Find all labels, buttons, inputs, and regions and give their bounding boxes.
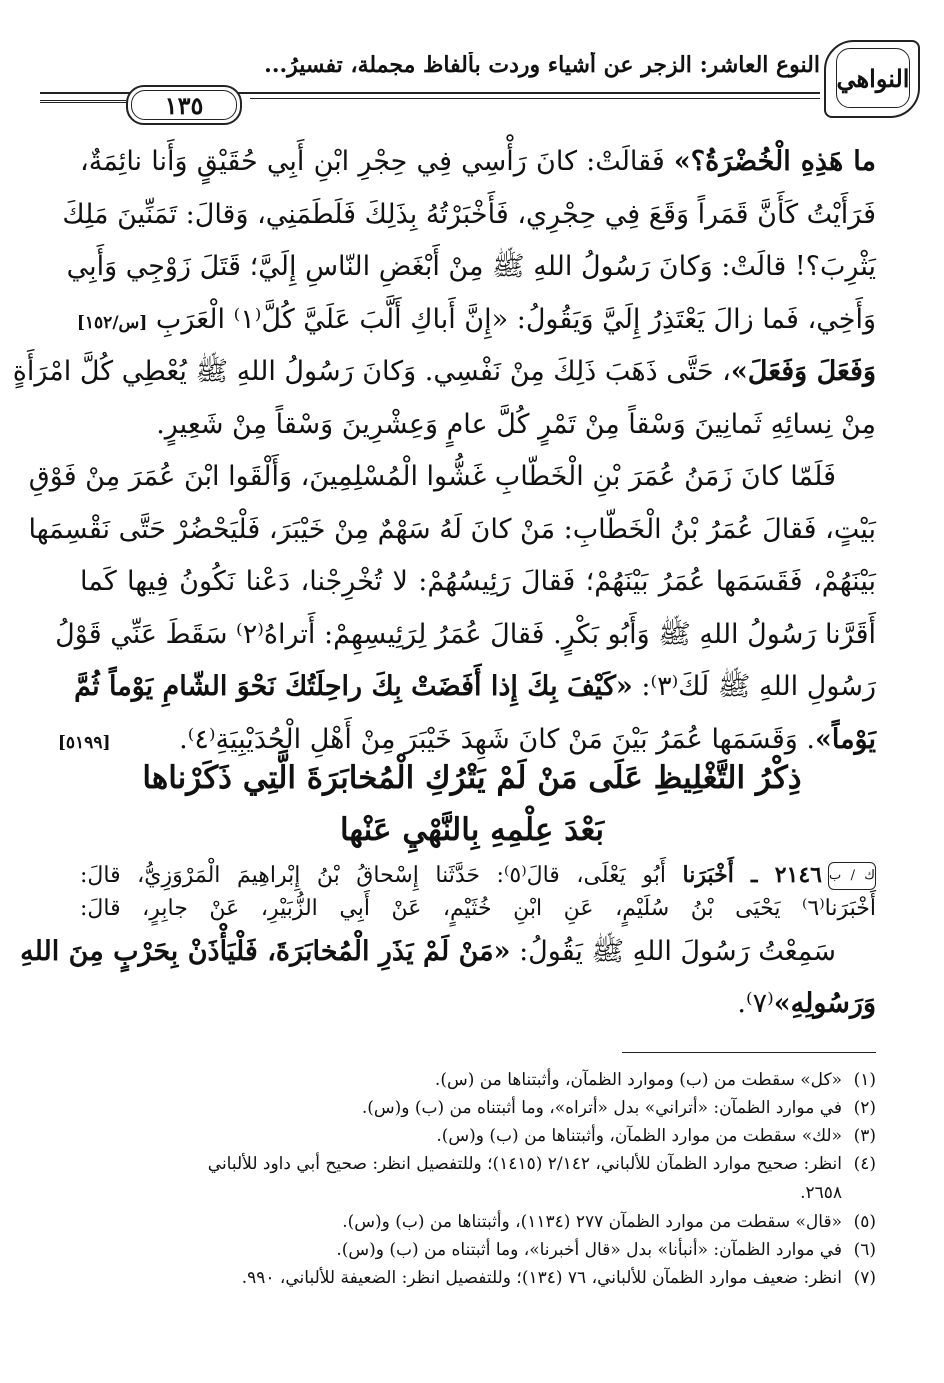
hadith-badge: ك / ب xyxy=(828,862,876,890)
text-line: فَلَمّا كانَ زَمَنُ عُمَرَ بْنِ الْخَطّابِ غَشُّوا الْمُسْلِمِينَ، وَأَلْقَوا ابْنَ عُمَرَ مِنْ فَوْقِ xyxy=(28,461,836,492)
page-number-rule xyxy=(40,100,126,103)
footnote: (٥) «قال» سقطت من موارد الظمآن ٢٧٧ (١١٣٤)، وأثبتناها من (ب) و(س). xyxy=(342,1212,876,1232)
footnote-continuation: ٢٦٥٨. xyxy=(800,1183,842,1203)
text-line: ما هَذِهِ الْخُضْرَةُ؟» فَقالَتْ: كانَ رَأْسِي فِي حِجْرِ ابْنِ أَبِي حُقَيْقٍ وَأَنا نائِمَةٌ، xyxy=(80,146,876,177)
running-title: النوع العاشر: الزجر عن أشياء وردت بألفاظ مجملة، تفسيرُ... xyxy=(264,52,820,78)
book-brand-label: النواهي xyxy=(836,48,910,108)
text-line: فَرَأَيْتُ كَأَنَّ قَمَراً وَقَعَ فِي حِجْرِي، فَأَخْبَرْتُهُ بِذَلِكَ فَلَطَمَنِي، وَقالَ: تَمَنِّينَ مَلِكَ xyxy=(62,198,876,230)
hadith-number: ٢١٤٦ xyxy=(774,862,822,888)
footnote: (٢) في موارد الظمآن: «أتراني» بدل «أتراه»، وما أثبتناه من (ب) و(س). xyxy=(361,1098,876,1118)
text-line: يَثْرِبَ؟! قالَتْ: وَكانَ رَسُولُ اللهِ ﷺ مِنْ أَبْغَضِ النّاسِ إِلَيَّ؛ قَتَلَ زَوْجِي وَأَبِي xyxy=(66,251,876,282)
footnote-separator xyxy=(622,1052,876,1053)
page-number: ١٣٥ xyxy=(126,85,242,125)
text-line: بَيْتٍ، فَقالَ عُمَرُ بْنُ الْخَطّابِ: مَنْ كانَ لَهُ سَهْمٌ مِنْ خَيْبَرَ، فَلْيَحْضُرْ حَتَّى نَقْسِمَها xyxy=(28,513,876,545)
footnotes xyxy=(80,1066,876,1292)
hadith-entry xyxy=(20,858,876,1030)
text-line: رَسُولِ اللهِ ﷺ لَكَ⁽٣⁾: «كَيْفَ بِكَ إِذا أَفَضَتْ بِكَ راحِلَتُكَ نَحْوَ الشّامِ يَوْماً ثُمَّ xyxy=(74,671,876,702)
hadith-isnad-line: أَخْبَرَنا⁽٦⁾ يَحْيَى بْنُ سُلَيْمٍ، عَنِ ابْنِ خُثَيْمٍ، عَنْ أَبِي الزُّبَيْرِ، عَنْ جابِرٍ، قالَ: xyxy=(80,896,876,921)
footnote: (٤) انظر: صحيح موارد الظمآن للألباني، ٢/١٤٢ (١٤١٥)؛ وللتفصيل انظر: صحيح أبي داود للألباني xyxy=(207,1154,876,1174)
hadith-isnad-line: ك / ب٢١٤٦ ـ أَخْبَرَنا أَبُو يَعْلَى، قالَ⁽٥⁾: حَدَّثَنا إِسْحاقُ بْنُ إِبْراهِيمَ الْمَرْوَزِيُّ، قالَ: xyxy=(80,862,875,888)
header-rule-thin xyxy=(250,98,820,99)
margin-reference: [٥١٩٩] xyxy=(57,732,111,753)
text-line: وَفَعَلَ وَفَعَلَ»، حَتَّى ذَهَبَ ذَلِكَ مِنْ نَفْسِي. وَكانَ رَسُولُ اللهِ ﷺ يُعْطِي كُلَّ امْرَأَةٍ xyxy=(12,356,876,387)
footnote: (٣) «لك» سقطت من موارد الظمآن، وأثبتناها من (ب) و(س). xyxy=(436,1126,876,1146)
text-line: أَقَرَّنا رَسُولُ اللهِ ﷺ وَأَبُو بَكْرٍ. فَقالَ عُمَرُ لِرَئِيسِهِمْ: أَتراهُ⁽٢⁾ سَقَطَ عَنِّي قَوْلُ xyxy=(55,618,876,650)
margin-reference: [س/١٥٢] xyxy=(76,312,148,333)
main-text xyxy=(12,136,876,766)
footnote: (٦) في موارد الظمآن: «أنبأنا» بدل «قال أخبرنا»، وما أثبتناه من (ب) و(س). xyxy=(336,1240,876,1260)
hadith-matn-line: وَرَسُولِهِ»⁽٧⁾. xyxy=(737,988,876,1019)
book-brand-ornament xyxy=(824,40,920,118)
hadith-matn-line: سَمِعْتُ رَسُولَ اللهِ ﷺ يَقُولُ: «مَنْ لَمْ يَذَرِ الْمُخابَرَةَ، فَلْيَأْذَنْ بِحَرْبٍ مِنَ اللهِ xyxy=(20,936,836,967)
text-line: وَأَخِي، فَما زالَ يَعْتَذِرُ إِلَيَّ وَيَقُولُ: «إِنَّ أَباكِ أَلَّبَ عَلَيَّ كُلَّ⁽١⁾ الْعَرَبِ [س/١٥٢] xyxy=(76,303,876,335)
text-line: يَوْماً». وَقَسَمَها عُمَرُ بَيْنَ مَنْ كانَ شَهِدَ خَيْبَرَ مِنْ أَهْلِ الْحُدَيْبِيَةِ⁽٤⁾. [٥١٩٩] xyxy=(57,723,876,755)
text-line: مِنْ نِسائِهِ ثَمانِينَ وَسْقاً مِنْ تَمْرٍ كُلَّ عامٍ وَعِشْرِينَ وَسْقاً مِنْ شَعِيرٍ. xyxy=(156,408,876,440)
footnote: (٧) انظر: ضعيف موارد الظمآن للألباني، ٧٦ (١٣٤)؛ وللتفصيل انظر: الضعيفة للألباني، ٩٩٠. xyxy=(241,1268,876,1288)
footnote: (١) «كل» سقطت من (ب) وموارد الظمآن، وأثبتناها من (س). xyxy=(434,1070,876,1090)
text-line: بَيْنَهُمْ، فَقَسَمَها عُمَرُ بَيْنَهُمْ؛ فَقالَ رَئِيسُهُمْ: لا تُخْرِجْنا، دَعْنا نَكُونُ فِيها كَما xyxy=(80,566,876,597)
page-header xyxy=(40,40,920,130)
section-heading: ذِكْرُ التَّغْلِيظِ عَلَى مَنْ لَمْ يَتْرُكِ الْمُخابَرَةَ الَّتِي ذَكَرْناها بَعْدَ عِلْمِهِ بِالنَّهْيِ عَنْها xyxy=(142,760,802,848)
